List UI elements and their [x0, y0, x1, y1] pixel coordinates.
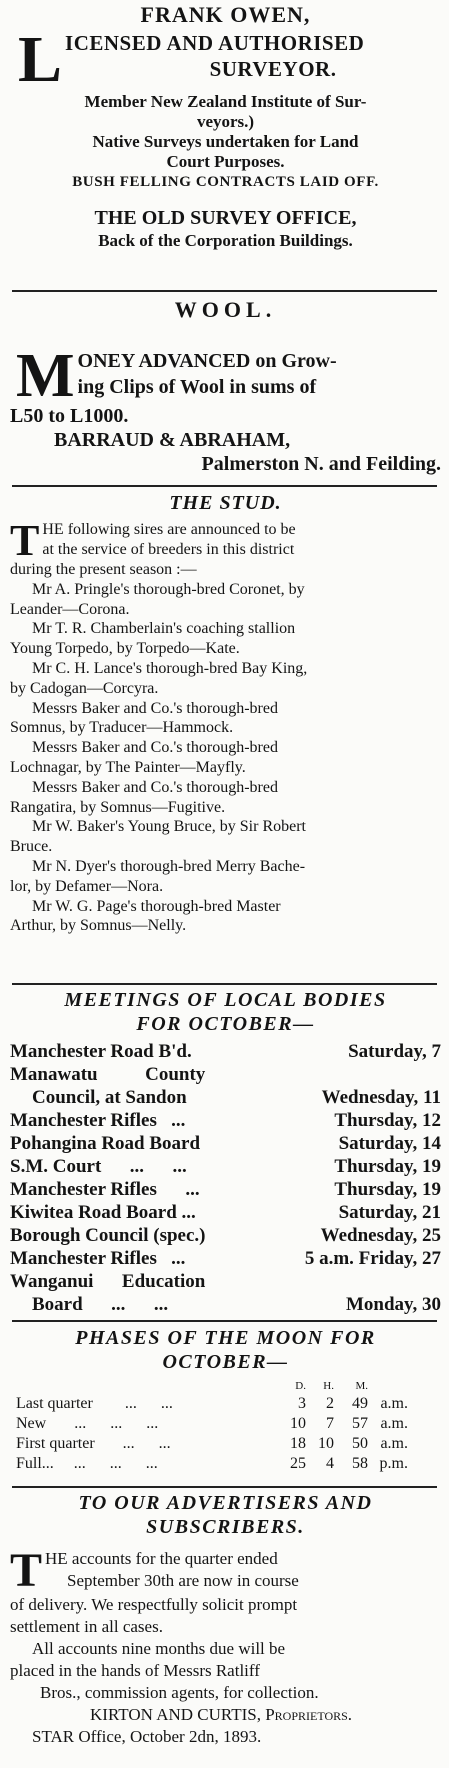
owen-line4: veyors.): [196, 112, 255, 131]
owen-line7: BUSH FELLING CONTRACTS LAID OFF.: [72, 174, 379, 190]
stud-line-15: Mr W. Baker's Young Bruce, by Sir Robert: [32, 818, 306, 836]
divider-4: [12, 1320, 437, 1322]
meeting-date: Thursday, 19: [334, 1179, 441, 1200]
advert-line-2: of delivery. We respectfully solicit prompt: [10, 1595, 298, 1614]
moon-minute: 57: [352, 1415, 368, 1432]
meetings-title-2: FOR OCTOBER—: [136, 1013, 315, 1035]
divider-1: [12, 290, 437, 292]
meeting-row: [10, 1293, 441, 1316]
meetings-table: [10, 1040, 441, 1316]
moon-day: 10: [290, 1415, 306, 1432]
stud-line-1: at the service of breeders in this district: [42, 540, 295, 558]
owen-line3: Member New Zealand Institute of Sur-: [84, 92, 367, 111]
stud-line-7: Mr C. H. Lance's thorough-bred Bay King,: [32, 659, 308, 677]
advert-line-6: Bros., commission agents, for collection.: [40, 1683, 319, 1702]
meeting-date: Saturday, 21: [338, 1202, 441, 1223]
moon-minute: 50: [352, 1435, 368, 1452]
meeting-date: Wednesday, 25: [320, 1225, 441, 1246]
moon-hour: 2: [326, 1395, 334, 1412]
moon-table: [16, 1378, 441, 1474]
moon-row: [16, 1434, 441, 1454]
wool-line5: Palmerston N. and Feilding.: [201, 453, 441, 475]
moon-phase: First quarter ... ...: [16, 1435, 171, 1452]
meeting-row: [10, 1224, 441, 1247]
moon-phase: Full... ... ... ...: [16, 1455, 158, 1472]
advert-line-1: September 30th are now in course: [67, 1571, 299, 1590]
moon-hour: 4: [326, 1455, 334, 1472]
moon-row: [16, 1394, 441, 1414]
moon-ampm: a.m.: [380, 1395, 408, 1412]
meeting-body: Manawatu County: [10, 1064, 206, 1085]
meeting-body: Kiwitea Road Board ...: [10, 1202, 196, 1223]
advert-line-7: KIRTON AND CURTIS, Proprietors.: [90, 1705, 353, 1724]
owen-line2: SURVEYOR.: [209, 57, 337, 81]
meeting-date: Thursday, 12: [334, 1110, 441, 1131]
moon-head-m: M.: [355, 1380, 368, 1392]
moon-minute: 58: [352, 1455, 368, 1472]
stud-line-3: Mr A. Pringle's thorough-bred Coronet, by: [32, 580, 305, 598]
stud-line-20: Arthur, by Somnus—Nelly.: [10, 917, 187, 935]
moon-day: 18: [290, 1435, 306, 1452]
owen-line5: Native Surveys undertaken for Land: [92, 132, 359, 151]
meeting-date: Thursday, 19: [334, 1156, 441, 1177]
owen-title: FRANK OWEN,: [140, 2, 311, 27]
meeting-row: [10, 1109, 441, 1132]
stud-line-14: Rangatira, by Somnus—Fugitive.: [10, 798, 226, 816]
stud-title: THE STUD.: [169, 492, 282, 514]
meeting-body: Council, at Sandon: [32, 1087, 187, 1108]
stud-line-16: Bruce.: [10, 838, 53, 856]
meeting-date: Monday, 30: [345, 1294, 441, 1315]
moon-day: 25: [290, 1455, 306, 1472]
owen-drop-cap: L: [18, 23, 63, 96]
meeting-row: [10, 1178, 441, 1201]
advert-title-1: TO OUR ADVERTISERS AND: [78, 1492, 373, 1514]
stud-line-2: during the present season :—: [10, 561, 197, 578]
wool-drop-cap: M: [16, 342, 75, 410]
meeting-row: [10, 1086, 441, 1109]
meeting-date: Saturday, 14: [338, 1133, 441, 1154]
stud-line-11: Messrs Baker and Co.'s thorough-bred: [32, 739, 278, 757]
divider-5: [12, 1486, 437, 1488]
stud-line-10: Somnus, by Traducer—Hammock.: [10, 719, 234, 737]
stud-line-5: Mr T. R. Chamberlain's coaching stallion: [32, 620, 296, 638]
meeting-body: Manchester Road B'd.: [10, 1041, 192, 1062]
advert-drop-cap: T: [10, 1544, 43, 1597]
meeting-date: Saturday, 7: [348, 1041, 441, 1062]
meeting-row: [10, 1063, 441, 1086]
stud-line-0: HE following sires are announced to be: [42, 521, 296, 538]
wool-ad: [10, 342, 441, 476]
meeting-body: Pohangina Road Board: [10, 1133, 201, 1154]
wool-line3: L50 to L1000.: [10, 405, 129, 427]
meeting-row: [10, 1270, 441, 1293]
moon-header-row: [16, 1378, 441, 1394]
owen-ad: [10, 23, 441, 252]
stud-line-12: Lochnagar, by The Painter—Mayfly.: [10, 758, 246, 776]
advert-notice: [10, 1544, 441, 1748]
meetings-title-1: MEETINGS OF LOCAL BODIES: [64, 989, 387, 1011]
moon-hour: 10: [318, 1435, 334, 1452]
moon-phase: Last quarter ... ...: [16, 1395, 173, 1412]
moon-head-h: H.: [323, 1380, 334, 1392]
stud-line-18: lor, by Defamer—Nora.: [10, 877, 164, 895]
stud-line-13: Messrs Baker and Co.'s thorough-bred: [32, 778, 278, 796]
meeting-date: 5 a.m. Friday, 27: [304, 1248, 441, 1269]
meeting-body: S.M. Court ... ...: [10, 1156, 187, 1177]
moon-ampm: p.m.: [379, 1455, 408, 1472]
divider-3: [12, 983, 437, 985]
meeting-body: Manchester Rifles ...: [10, 1248, 186, 1269]
stud-line-19: Mr W. G. Page's thorough-bred Master: [32, 897, 281, 915]
stud-ad: [10, 516, 441, 936]
advert-line-4: All accounts nine months due will be: [32, 1639, 286, 1658]
advert-line-5: placed in the hands of Messrs Ratliff: [10, 1661, 260, 1680]
owen-line8: THE OLD SURVEY OFFICE,: [94, 207, 357, 229]
moon-hour: 7: [326, 1415, 334, 1432]
meeting-row: [10, 1247, 441, 1270]
moon-day: 3: [298, 1395, 306, 1412]
advert-title-2: SUBSCRIBERS.: [146, 1516, 305, 1538]
divider-2: [12, 485, 437, 487]
meeting-body: Wanganui Education: [10, 1271, 206, 1292]
wool-line1: ONEY ADVANCED on Grow-: [77, 350, 337, 372]
moon-title-1: PHASES OF THE MOON FOR: [75, 1327, 376, 1349]
stud-line-17: Mr N. Dyer's thorough-bred Merry Bache-: [32, 857, 306, 875]
owen-line1: ICENSED AND AUTHORISED: [65, 31, 365, 55]
moon-ampm: a.m.: [380, 1415, 408, 1432]
stud-line-8: by Cadogan—Corcyra.: [10, 679, 159, 697]
meeting-date: Wednesday, 11: [321, 1087, 441, 1108]
stud-line-6: Young Torpedo, by Torpedo—Kate.: [10, 640, 240, 658]
moon-row: [16, 1454, 441, 1474]
meeting-body: Manchester Rifles ...: [10, 1179, 200, 1200]
meeting-body: Manchester Rifles ...: [10, 1110, 186, 1131]
wool-title: WOOL.: [174, 297, 277, 322]
advert-line-3: settlement in all cases.: [10, 1617, 163, 1636]
meeting-body: Borough Council (spec.): [10, 1225, 206, 1246]
moon-ampm: a.m.: [380, 1435, 408, 1452]
stud-line-9: Messrs Baker and Co.'s thorough-bred: [32, 699, 278, 717]
stud-line-4: Leander—Corona.: [10, 600, 130, 618]
moon-minute: 49: [352, 1395, 368, 1412]
advert-line-0: HE accounts for the quarter ended: [45, 1549, 278, 1568]
meeting-body: Board ... ...: [32, 1294, 169, 1315]
advert-line-8: STAR Office, October 2dn, 1893.: [32, 1727, 262, 1746]
moon-head-d: D.: [295, 1380, 306, 1392]
meeting-row: [10, 1155, 441, 1178]
owen-line9: Back of the Corporation Buildings.: [98, 231, 353, 250]
moon-phase: New ... ... ...: [16, 1415, 159, 1432]
owen-line6: Court Purposes.: [166, 152, 285, 171]
wool-line4: BARRAUD & ABRAHAM,: [54, 429, 291, 451]
stud-drop-cap: T: [10, 516, 40, 565]
meeting-row: [10, 1201, 441, 1224]
meeting-row: [10, 1132, 441, 1155]
wool-line2: ing Clips of Wool in sums of: [77, 376, 317, 398]
meeting-row: [10, 1040, 441, 1063]
moon-row: [16, 1414, 441, 1434]
moon-title-2: OCTOBER—: [162, 1351, 289, 1373]
